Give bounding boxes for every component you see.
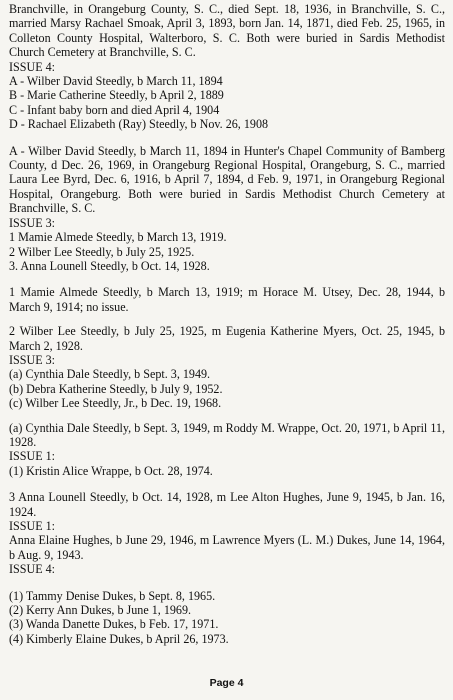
list-item: (b) Debra Katherine Steedly, b July 9, 1952. <box>9 381 223 396</box>
issue-list-wilber-lee-children <box>9 353 445 411</box>
issue-heading: ISSUE 4: <box>9 59 56 74</box>
list-item: (a) Cynthia Dale Steedly, b Sept. 3, 1949. <box>9 367 211 382</box>
paragraph-wilber-lee: 2 Wilber Lee Steedly, b July 25, 1925, m Eugenia Katherine Myers, Oct. 25, 1945, b March 2, 1928. <box>9 324 445 353</box>
list-item: (c) Wilber Lee Steedly, Jr., b Dec. 19, 1968. <box>9 396 222 411</box>
paragraph-cynthia-dale: (a) Cynthia Dale Steedly, b Sept. 3, 1949, m Roddy M. Wrappe, Oct. 20, 1971, b April 11, 1928. <box>9 420 445 449</box>
list-item: (1) Kristin Alice Wrappe, b Oct. 28, 1974. <box>9 463 213 478</box>
issue-list-cynthia-children <box>9 449 445 478</box>
list-item: (3) Wanda Danette Dukes, b Feb. 17, 1971. <box>9 617 219 632</box>
issue-heading: ISSUE 4: <box>9 562 56 577</box>
list-item: D - Rachael Elizabeth (Ray) Steedly, b Nov. 26, 1908 <box>9 117 269 132</box>
issue-heading-anna-lounell <box>9 519 445 533</box>
page-number: Page 4 <box>209 677 244 689</box>
list-item: (1) Tammy Denise Dukes, b Sept. 8, 1965. <box>9 588 216 603</box>
issue-list-steedly-children <box>9 60 445 132</box>
list-item: 1 Mamie Almede Steedly, b March 13, 1919. <box>9 230 227 245</box>
list-item: (2) Kerry Ann Dukes, b June 1, 1969. <box>9 603 192 618</box>
paragraph-anna-elaine: Anna Elaine Hughes, b June 29, 1946, m Lawrence Myers (L. M.) Dukes, June 14, 1964, b Aug. 9, 1943. <box>9 533 445 562</box>
issue-list-dukes-children <box>9 589 445 647</box>
list-item: B - Marie Catherine Steedly, b April 2, 1889 <box>9 88 224 103</box>
list-item: 3. Anna Lounell Steedly, b Oct. 14, 1928. <box>9 258 210 273</box>
list-item: C - Infant baby born and died April 4, 1904 <box>9 102 220 117</box>
list-item: A - Wilber David Steedly, b March 11, 1894 <box>9 74 223 89</box>
list-item: 2 Wilber Lee Steedly, b July 25, 1925. <box>9 244 195 259</box>
issue-heading: ISSUE 3: <box>9 215 56 230</box>
issue-heading-anna-elaine <box>9 562 445 576</box>
issue-heading: ISSUE 3: <box>9 352 56 367</box>
issue-heading: ISSUE 1: <box>9 449 56 464</box>
list-item: (4) Kimberly Elaine Dukes, b April 26, 1973. <box>9 631 229 646</box>
issue-heading: ISSUE 1: <box>9 519 56 533</box>
paragraph-wilber-david-bio: A - Wilber David Steedly, b March 11, 1894 in Hunter's Chapel Community of Bamberg County, d Dec. 26, 1969, in Orangeburg Regional Hospital, Orangeburg, S. C., married Laura Lee Byrd, Dec. 6, 1916, b April 7, 1894, d Feb. 9, 1971, in Orangeburg Regional Hospital, Orangeburg. Both were buried in Sardis Methodist Church Cemetery at Branchville, S. C. <box>9 143 445 216</box>
paragraph-anna-lounell: 3 Anna Lounell Steedly, b Oct. 14, 1928, m Lee Alton Hughes, June 9, 1945, b Jan. 16, 1924. <box>9 490 445 519</box>
issue-list-wilber-david-children <box>9 216 445 274</box>
document-page <box>9 2 445 646</box>
paragraph-branchville-bio: Branchville, in Orangeburg County, S. C., died Sept. 18, 1936, in Branchville, S. C., married Marsy Rachael Smoak, April 3, 1893, born Jan. 14, 1871, died Feb. 25, 1965, in Colleton County Hospital, Walterboro, S. C. Both were buried in Sardis Methodist Church Cemetery at Branchville, S. C. <box>9 2 445 60</box>
paragraph-mamie-almede: 1 Mamie Almede Steedly, b March 13, 1919; m Horace M. Utsey, Dec. 28, 1944, b March 9, 1914; no issue. <box>9 285 445 314</box>
